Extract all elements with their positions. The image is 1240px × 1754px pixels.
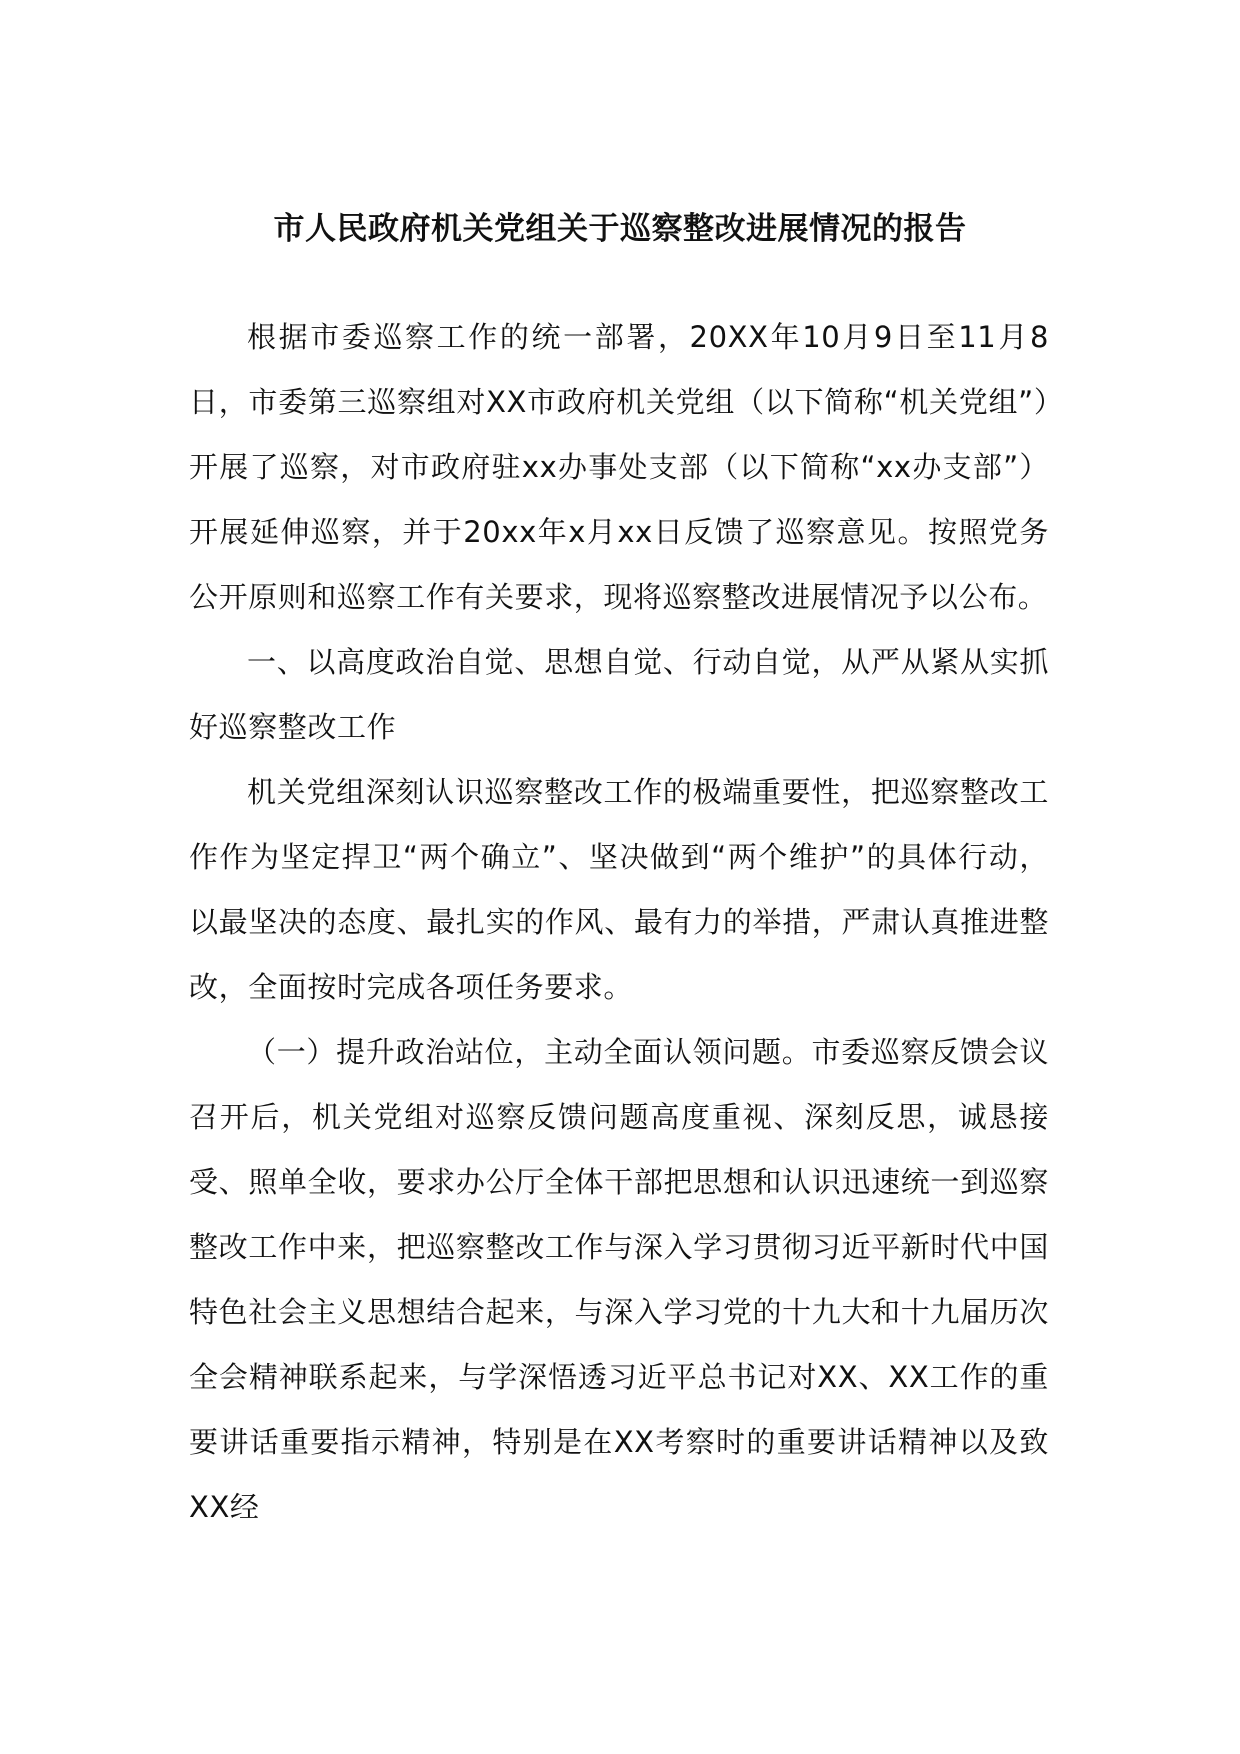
document-title: 市人民政府机关党组关于巡察整改进展情况的报告 — [273, 211, 967, 247]
document-body — [189, 305, 1049, 1540]
paragraph-subsection-1: （一）提升政治站位，主动全面认领问题。市委巡察反馈会议召开后，机关党组对巡察反馈问题高度重视、深刻反思，诚恳接受、照单全收，要求办公厅全体干部把思想和认识迅速统一到巡察整改工作中来，把巡察整改工作与深入学习贯彻习近平新时代中国特色社会主义思想结合起来，与深入学习党的十九大和十九届历次全会精神联系起来，与学深悟透习近平总书记对XX、XX工作的重要讲话重要指示精神，特别是在XX考察时的重要讲话精神以及致XX经 — [189, 1035, 1049, 1524]
paragraph-section-1: 机关党组深刻认识巡察整改工作的极端重要性，把巡察整改工作作为坚定捍卫“两个确立”、坚决做到“两个维护”的具体行动，以最坚决的态度、最扎实的作风、最有力的举措，严肃认真推进整改，全面按时完成各项任务要求。 — [189, 775, 1049, 1004]
section-heading-1: 一、以高度政治自觉、思想自觉、行动自觉，从严从紧从实抓好巡察整改工作 — [189, 645, 1049, 744]
paragraph-intro: 根据市委巡察工作的统一部署，20XX年10月9日至11月8日，市委第三巡察组对XX市政府机关党组（以下简称“机关党组”）开展了巡察，对市政府驻xx办事处支部（以下简称“xx办支部”）开展延伸巡察，并于20xx年x月xx日反馈了巡察意见。按照党务公开原则和巡察工作有关要求，现将巡察整改进展情况予以公布。 — [189, 320, 1049, 614]
